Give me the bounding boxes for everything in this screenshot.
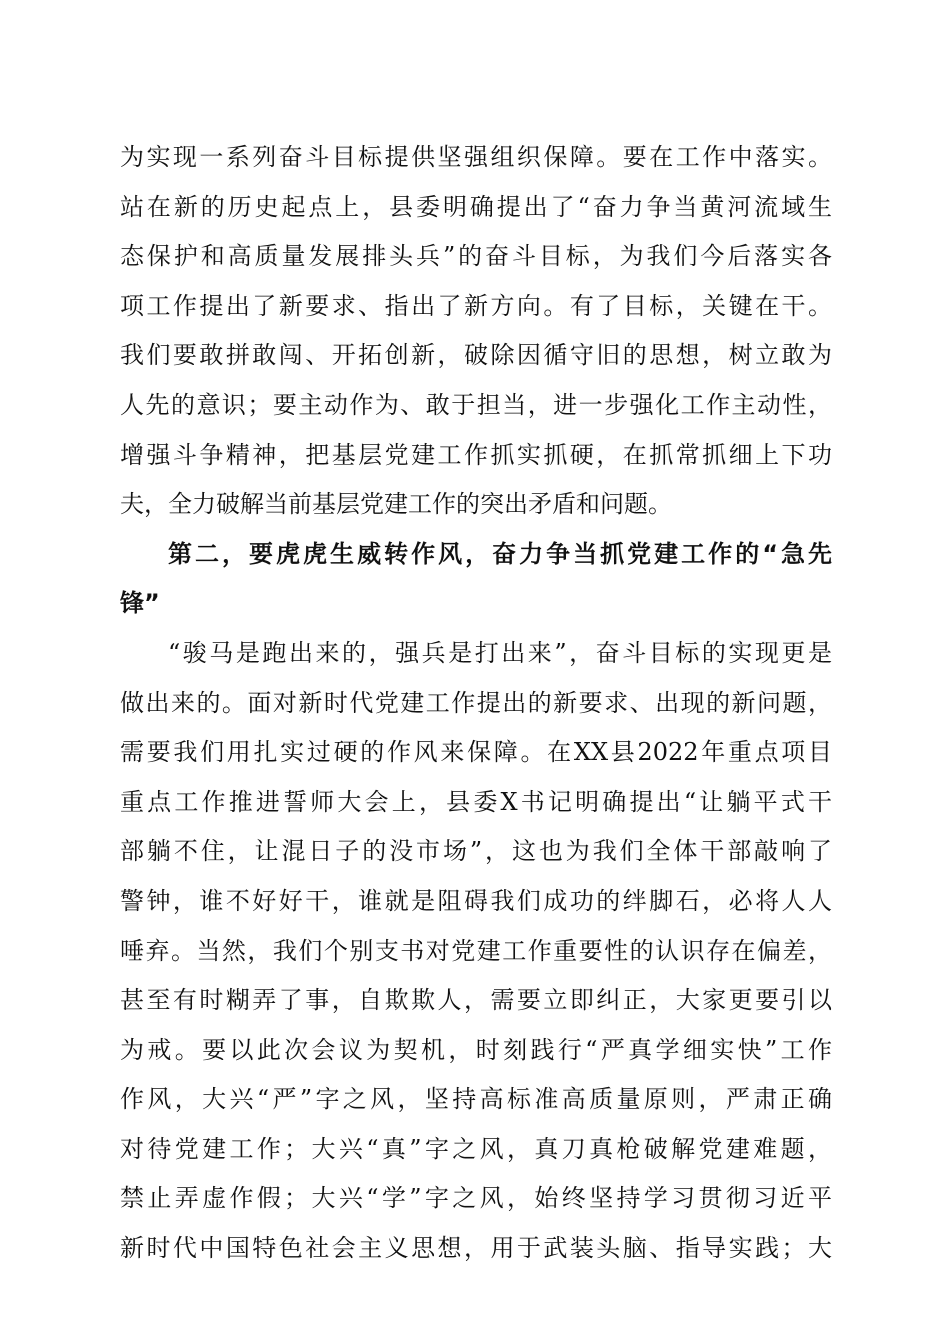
text-line: 作风，大兴“严”字之风，坚持高标准高质量原则，严肃正确 <box>120 1085 832 1114</box>
text-line: 禁止弄虚作假；大兴“学”字之风，始终坚持学习贯彻习近平 <box>120 1184 832 1213</box>
text-line: 人先的意识；要主动作为、敢于担当，进一步强化工作主动性， <box>120 390 832 419</box>
text-line: 为戒。要以此次会议为契机，时刻践行“严真学细实快”工作 <box>120 1035 832 1064</box>
text-line: 做出来的。面对新时代党建工作提出的新要求、出现的新问题， <box>120 688 832 717</box>
text-line: 态保护和高质量发展排头兵”的奋斗目标，为我们今后落实各 <box>120 242 832 271</box>
text-line: 增强斗争精神，把基层党建工作抓实抓硬，在抓常抓细上下功 <box>120 440 832 469</box>
text-line: 甚至有时糊弄了事，自欺欺人，需要立即纠正，大家更要引以 <box>120 986 832 1015</box>
text-line: 部躺不住，让混日子的没市场”，这也为我们全体干部敲响了 <box>120 837 832 866</box>
document-body <box>120 133 832 1274</box>
text-line: “骏马是跑出来的，强兵是打出来”，奋斗目标的实现更是 <box>168 638 832 667</box>
text-line: 夫，全力破解当前基层党建工作的突出矛盾和问题。 <box>120 490 672 519</box>
section-heading: 锋” <box>120 589 160 618</box>
text-line: 重点工作推进誓师大会上，县委X书记明确提出“让躺平式干 <box>120 787 832 816</box>
text-line: 项工作提出了新要求、指出了新方向。有了目标，关键在干。 <box>120 291 832 320</box>
text-line: 唾弃。当然，我们个别支书对党建工作重要性的认识存在偏差， <box>120 936 832 965</box>
text-line: 站在新的历史起点上，县委明确提出了“奋力争当黄河流域生 <box>120 192 832 221</box>
text-line: 需要我们用扎实过硬的作风来保障。在XX县2022年重点项目 <box>120 738 832 767</box>
text-line: 我们要敢拼敢闯、开拓创新，破除因循守旧的思想，树立敢为 <box>120 341 832 370</box>
text-line: 为实现一系列奋斗目标提供坚强组织保障。要在工作中落实。 <box>120 143 832 171</box>
text-line: 对待党建工作；大兴“真”字之风，真刀真枪破解党建难题， <box>120 1134 832 1163</box>
text-line: 警钟，谁不好好干，谁就是阻碍我们成功的绊脚石，必将人人 <box>120 886 832 915</box>
section-heading: 第二，要虎虎生威转作风，奋力争当抓党建工作的“急先 <box>168 539 832 568</box>
text-line: 新时代中国特色社会主义思想，用于武装头脑、指导实践；大 <box>120 1234 832 1263</box>
